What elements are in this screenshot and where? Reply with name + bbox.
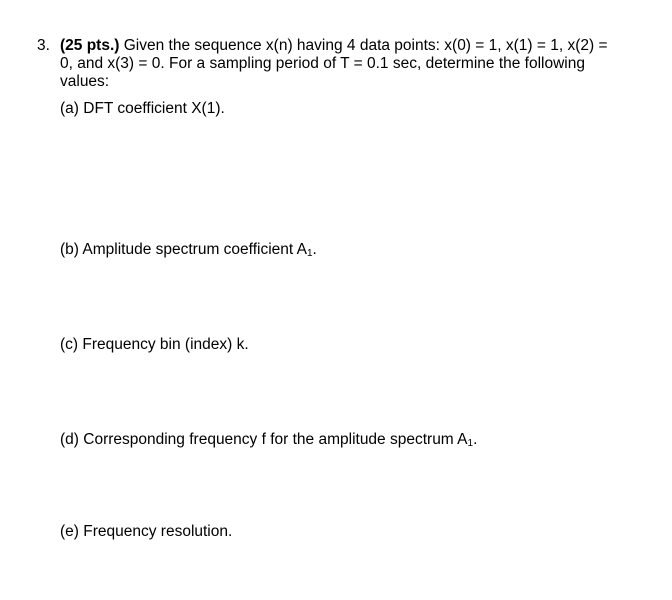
- part-d: [60, 431, 477, 453]
- part-a-text: (a) DFT coefficient X(1).: [60, 100, 225, 117]
- part-d-subscript: 1: [467, 438, 474, 449]
- part-e-text: (e) Frequency resolution.: [60, 523, 233, 540]
- part-c-text: (c) Frequency bin (index) k.: [60, 336, 249, 353]
- question-statement: [60, 37, 620, 91]
- part-c: [60, 336, 249, 354]
- part-d-text: (d) Corresponding frequency f for the amplitude spectrum A: [60, 431, 468, 448]
- question-points: (25 pts.): [60, 37, 120, 54]
- part-b-subscript: 1: [306, 248, 313, 259]
- part-a: [60, 100, 225, 118]
- question-text: Given the sequence x(n) having 4 data points: x(0) = 1, x(1) = 1, x(2) = 0, and x(3) = 0. For a sampling period of T = 0.1 sec, determine the following values:: [60, 37, 608, 90]
- part-e: [60, 523, 232, 541]
- question-number: 3.: [37, 37, 50, 54]
- part-b-end: .: [312, 241, 317, 258]
- part-b: [60, 241, 317, 263]
- part-d-end: .: [473, 431, 478, 448]
- part-b-text: (b) Amplitude spectrum coefficient A: [60, 241, 307, 258]
